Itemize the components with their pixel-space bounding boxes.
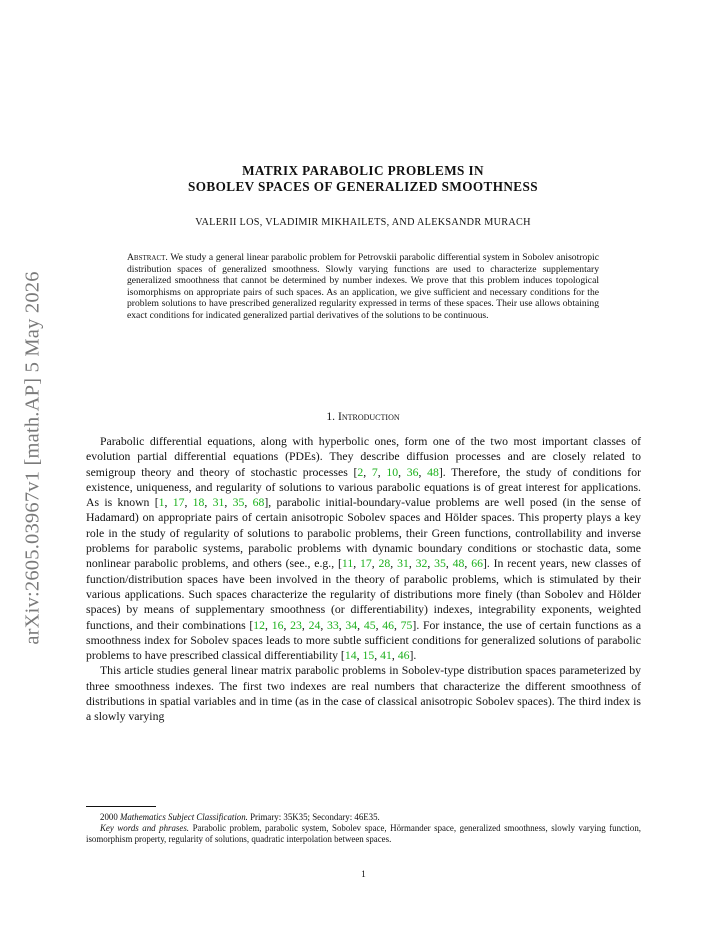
authors: VALERII LOS, VLADIMIR MIKHAILETS, AND ALEKSANDR MURACH <box>195 217 531 228</box>
abstract <box>127 252 599 322</box>
title-line-2: SOBOLEV SPACES OF GENERALIZED SMOOTHNESS <box>188 179 538 194</box>
citation-link[interactable]: 11 <box>341 557 354 571</box>
abstract-text: We study a general linear parabolic problem for Petrovskii parabolic differential system in Sobolev anisotropic distribution spaces of generalized smoothness. Slowly varying functions are used to characterize supplementary generalized smoothness that cannot be determined by number indexes. We prove that this problem induces topological isomorphisms on appropriate pairs of such spaces. As an application, we give sufficient and necessary conditions for the problem solutions to have prescribed generalized regularity expressed in terms of these spaces. Their use allows obtaining exact conditions for indicated generalized partial derivatives of the solutions to be continuous. <box>127 252 599 321</box>
footnotes <box>86 812 641 846</box>
page-number: 1 <box>361 870 366 880</box>
citation-link[interactable]: 48 <box>427 465 439 479</box>
citation-link[interactable]: 35 <box>232 496 245 510</box>
citation-link[interactable]: 32 <box>415 557 428 571</box>
para1-text-3: ], parabolic initial-boundary-value problems are well posed (in the sense of Hadamard) on appropriate pairs of certain anisotropic Sobolev spaces and Hölder spaces. This property plays a key role in the study of regularity of solutions to parabolic problems, their Green functions, controllability and inverse problems for parabolic systems, parabolic problems with dynamic boundary conditions or stochastic data, some nonlinear parabolic problems, and others (see., e.g., [ <box>86 496 642 571</box>
citation-group-5: 14, 15, 41, 46 <box>344 649 410 663</box>
keywords-label: Key words and phrases. <box>100 823 190 834</box>
abstract-heading: Abstract. <box>127 252 168 263</box>
msc-text: Primary: 35K35; Secondary: 46E35. <box>250 812 380 822</box>
citation-group-3: 11, 17, 28, 31, 32, 35, 48, 66 <box>341 557 483 571</box>
section-number: 1. <box>326 410 336 423</box>
para1-text-4: ]. In recent years, new classes of function/distribution spaces have been involved in the theory of parabolic problems, which is stimulated by their various applications. Such spaces characterize the regularity of distributions more finely (than Sobolev and Hölder spaces) by means of supplementary smoothness (or differentiability) indexes, integrability exponents, weighted functions, and their combinations [ <box>86 557 642 632</box>
msc-label: Mathematics Subject Classification. <box>119 812 248 822</box>
footnote-msc <box>86 812 641 823</box>
paragraph-2: This article studies general linear matrix parabolic problems in Sobolev-type distribution spaces parameterized by three smoothness indexes. The first two indexes are real numbers that characterize the different smoothness of distributions in spatial variables and in time (as in the case of classical anisotropic Sobolev spaces). The third index is a slowly varying <box>86 664 641 724</box>
citation-link[interactable]: 46 <box>397 649 410 663</box>
para1-text-5: ]. For instance, the use of certain functions as a smoothness index for Sobolev spaces leads to more subtle sufficient conditions for generalized solutions of parabolic problems to have prescribed classical differentiability [ <box>86 618 642 663</box>
para1-text-2: ]. Therefore, the study of conditions for existence, uniqueness, and regularity of solutions to various parabolic equations is of great interest for applications. As is known [ <box>86 465 641 510</box>
citation-link[interactable]: 45 <box>363 618 376 632</box>
body-text <box>86 434 641 725</box>
citation-link[interactable]: 46 <box>382 618 394 632</box>
section-title: Introduction <box>337 410 400 423</box>
citation-link[interactable]: 23 <box>290 618 302 632</box>
keywords-text: Parabolic problem, parabolic system, Sobolev space, Hörmander space, generalized smoothness, slowly varying function, isomorphism property, regularity of solutions, quadratic interpolation between spaces. <box>86 823 641 845</box>
citation-link[interactable]: 68 <box>252 496 265 510</box>
citation-link[interactable]: 31 <box>212 496 225 510</box>
citation-link[interactable]: 16 <box>271 618 284 632</box>
citation-link[interactable]: 31 <box>397 557 409 571</box>
msc-year: 2000 <box>100 812 118 822</box>
paper-title <box>90 163 636 195</box>
citation-link[interactable]: 18 <box>192 496 205 510</box>
citation-link[interactable]: 10 <box>386 465 399 479</box>
arxiv-stamp <box>16 248 50 668</box>
citation-link[interactable]: 14 <box>344 649 357 663</box>
citation-link[interactable]: 48 <box>452 557 465 571</box>
citation-link[interactable]: 7 <box>371 465 378 479</box>
citation-link[interactable]: 2 <box>357 465 364 479</box>
arxiv-stamp-text: arXiv:2605.03967v1 [math.AP] 5 May 2026 <box>21 271 44 645</box>
citation-group-1: 2, 7, 10, 36, 48 <box>357 465 439 479</box>
citation-link[interactable]: 33 <box>326 618 339 632</box>
footnote-rule <box>86 806 156 807</box>
citation-link[interactable]: 35 <box>434 557 446 571</box>
citation-link[interactable]: 15 <box>362 649 375 663</box>
citation-link[interactable]: 24 <box>308 618 321 632</box>
citation-link[interactable]: 17 <box>172 496 185 510</box>
citation-group-2: 1, 17, 18, 31, 35, 68 <box>158 496 265 510</box>
para1-text-6: ]. <box>409 649 417 663</box>
citation-link[interactable]: 12 <box>253 618 266 632</box>
citation-link[interactable]: 28 <box>378 557 391 571</box>
citation-link[interactable]: 34 <box>345 618 358 632</box>
citation-link[interactable]: 75 <box>400 618 413 632</box>
citation-link[interactable]: 36 <box>406 465 419 479</box>
paragraph-1 <box>86 434 641 663</box>
citation-link[interactable]: 17 <box>360 557 372 571</box>
footnote-keywords <box>86 823 641 845</box>
title-line-1: MATRIX PARABOLIC PROBLEMS IN <box>242 163 484 178</box>
citation-link[interactable]: 41 <box>380 649 392 663</box>
para1-text-1: Parabolic differential equations, along with hyperbolic ones, form one of the two most important classes of evolution partial differential equations (PDEs). They describe diffusion processes and are closely related to semigroup theory and theory of stochastic processes [ <box>86 435 641 479</box>
citation-link[interactable]: 66 <box>471 557 483 571</box>
section-heading <box>90 410 636 423</box>
citation-group-4: 12, 16, 23, 24, 33, 34, 45, 46, 75 <box>253 618 413 632</box>
citation-link[interactable]: 1 <box>158 496 165 510</box>
